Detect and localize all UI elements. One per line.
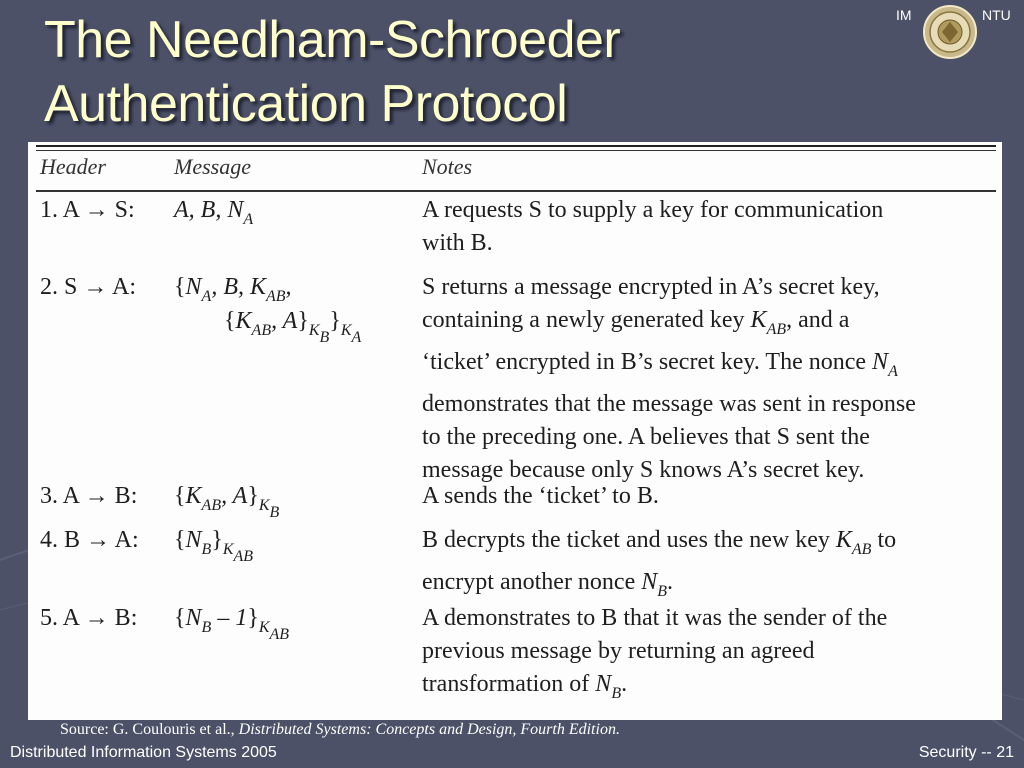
seal-icon	[922, 4, 978, 60]
logo-label-im: IM	[896, 7, 912, 23]
table-rule-top-inner	[36, 150, 996, 151]
logo-label-ntu: NTU	[982, 7, 1011, 23]
table-rule-header	[36, 190, 996, 192]
notes-line: with B.	[422, 230, 493, 256]
row-notes	[422, 602, 994, 710]
source-book-title: Distributed Systems: Concepts and Design, Fourth Edition.	[238, 721, 620, 738]
row-notes	[422, 271, 994, 487]
column-header-header: Header	[40, 154, 106, 179]
slide-title	[44, 8, 744, 136]
row-notes	[422, 524, 994, 608]
notes-line: transformation of $N_B$.	[422, 671, 628, 702]
row-header: 2. S → A:	[40, 274, 137, 300]
notes-line: A demonstrates to B that it was the sender of the	[422, 605, 888, 631]
row-notes	[422, 194, 994, 260]
protocol-table	[28, 142, 1002, 720]
notes-line: B decrypts the ticket and uses the new key $K_{AB}$ to	[422, 527, 897, 558]
row-message: {$K_{AB}$, $A\}_{K_B}$	[174, 483, 280, 521]
source-citation	[60, 721, 620, 739]
notes-line: containing a newly generated key $K_{AB}$, and a	[422, 307, 850, 338]
row-notes	[422, 480, 994, 513]
column-header-message: Message	[174, 154, 251, 179]
row-message: $\{N_B\}_{K_{AB}}$	[174, 527, 254, 565]
university-logo	[896, 4, 1018, 62]
row-header: 3. A → B:	[40, 483, 138, 509]
row-message: {$N_A$, B, $K_{AB}$,	[174, 274, 292, 305]
footer-page-number: Security -- 21	[918, 744, 1014, 761]
title-line-1: The Needham-Schroeder	[44, 11, 621, 69]
row-message: A, B, $N_A$	[174, 197, 254, 228]
notes-line: message because only S knows A’s secret key.	[422, 457, 865, 483]
notes-line: S returns a message encrypted in A’s secret key,	[422, 274, 880, 300]
notes-line: to the preceding one. A believes that S sent the	[422, 424, 870, 450]
column-header-notes: Notes	[422, 154, 473, 179]
table-rule-top	[36, 145, 996, 147]
row-header: 1. A → S:	[40, 197, 135, 223]
row-header: 5. A → B:	[40, 605, 138, 631]
title-line-2: Authentication Protocol	[44, 75, 568, 133]
notes-line: previous message by returning an agreed	[422, 638, 815, 664]
notes-line: A requests S to supply a key for communication	[422, 197, 884, 223]
notes-line: demonstrates that the message was sent in response	[422, 391, 916, 417]
footer-course: Distributed Information Systems 2005	[10, 744, 277, 761]
row-message-cont: {$K_{AB}$, $A\}_{K_B}\}_{K_A}$	[224, 308, 362, 346]
row-message: $\{N_B - 1\}_{K_{AB}}$	[174, 605, 290, 643]
notes-line: encrypt another nonce $N_B$.	[422, 569, 674, 600]
notes-line: ‘ticket’ encrypted in B’s secret key. The nonce $N_A$	[422, 349, 898, 380]
row-header: 4. B → A:	[40, 527, 139, 553]
notes-line: A sends the ‘ticket’ to B.	[422, 483, 659, 509]
source-prefix: Source: G. Coulouris et al.,	[60, 721, 239, 738]
